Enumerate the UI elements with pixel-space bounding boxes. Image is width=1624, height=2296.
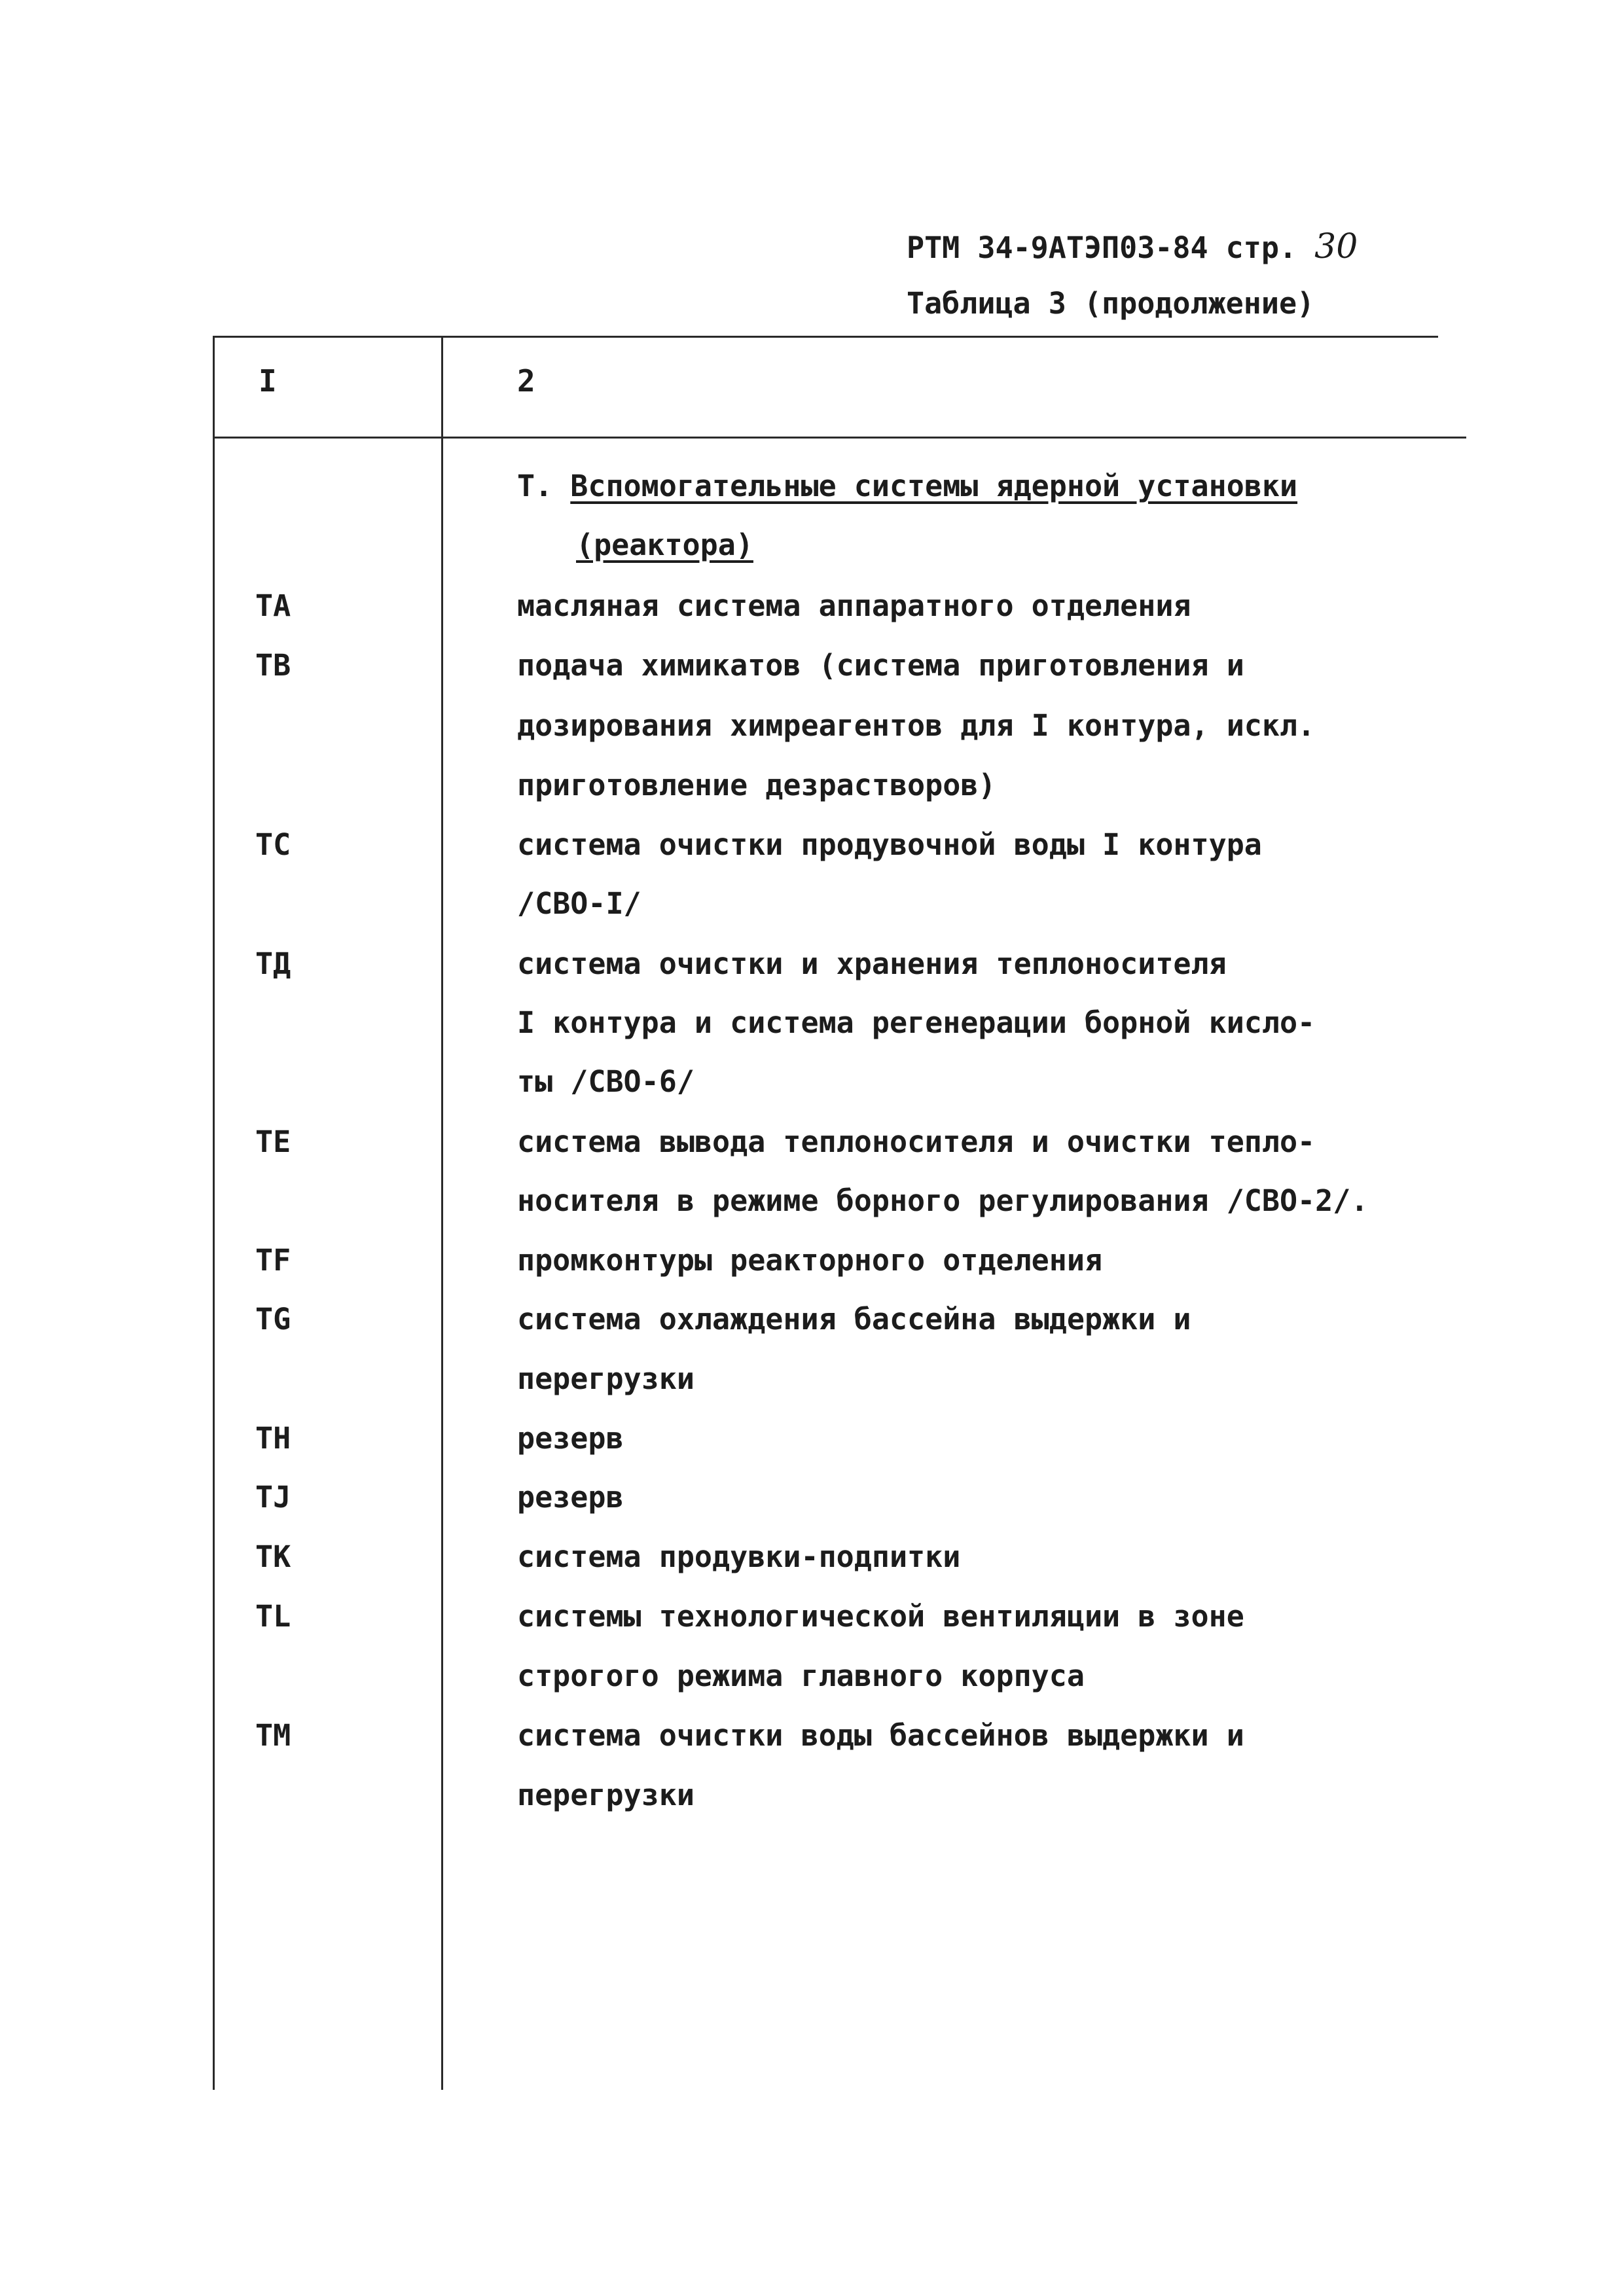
row-description: приготовление дезрастворов) [517,768,996,802]
row-description: система очистки и хранения теплоносителя [517,946,1227,981]
row-code: ТЕ [255,1124,291,1159]
table-top-border [213,336,1438,338]
row-description: подача химикатов (система приготовления и [517,648,1244,683]
row-code: ТМ [255,1718,291,1753]
row-code: ТJ [255,1480,291,1515]
row-description: масляная система аппаратного отделения [517,588,1191,623]
table-header-separator [213,437,1466,439]
row-description: I контура и система регенерации борной кисло- [517,1005,1316,1040]
row-code: ТК [255,1539,291,1574]
section-prefix: Т. [517,469,553,503]
table-left-border [213,336,215,2090]
document-reference [907,219,1358,276]
row-description: строгого режима главного корпуса [517,1659,1085,1693]
row-code: ТL [255,1599,291,1634]
section-title [517,471,1297,501]
page-header [907,219,1358,331]
doc-ref-text: РТМ 34-9АТЭП03-84 стр. [907,230,1297,265]
column-header-2: 2 [517,363,535,399]
row-code: ТВ [255,648,291,683]
section-title-line1: Вспомогательные системы ядерной установки [570,469,1298,503]
row-description: перегрузки [517,1778,695,1812]
column-header-1: I [259,363,277,399]
table-column-divider [441,336,443,2090]
row-code: ТА [255,588,291,623]
row-code: ТН [255,1421,291,1456]
row-description: перегрузки [517,1361,695,1396]
row-description: система очистки продувочной воды I контура [517,827,1262,862]
row-description: ты /СВО-6/ [517,1064,695,1099]
row-description: системы технологической вентиляции в зоне [517,1599,1244,1634]
section-title-line2-text: (реактора) [576,528,753,562]
row-code: ТС [255,827,291,862]
row-description: промконтуры реакторного отделения [517,1243,1103,1278]
row-description: система продувки-подпитки [517,1539,961,1574]
row-description: резерв [517,1421,624,1456]
row-description: резерв [517,1480,624,1515]
row-description: система охлаждения бассейна выдержки и [517,1302,1191,1336]
row-code: ТG [255,1302,291,1336]
row-description: дозирования химреагентов для I контура, искл. [517,708,1316,743]
page-number: 30 [1314,227,1358,266]
row-description: система очистки воды бассейнов выдержки и [517,1718,1244,1753]
row-description: система вывода теплоносителя и очистки тепло- [517,1124,1316,1159]
row-description: носителя в режиме борного регулирования /СВО-2/. [517,1183,1369,1218]
row-code: ТF [255,1243,291,1278]
section-title-line2 [576,530,753,560]
row-code: ТД [255,946,291,981]
row-description: /СВО-I/ [517,886,641,921]
table-caption: Таблица 3 (продолжение) [907,286,1315,321]
